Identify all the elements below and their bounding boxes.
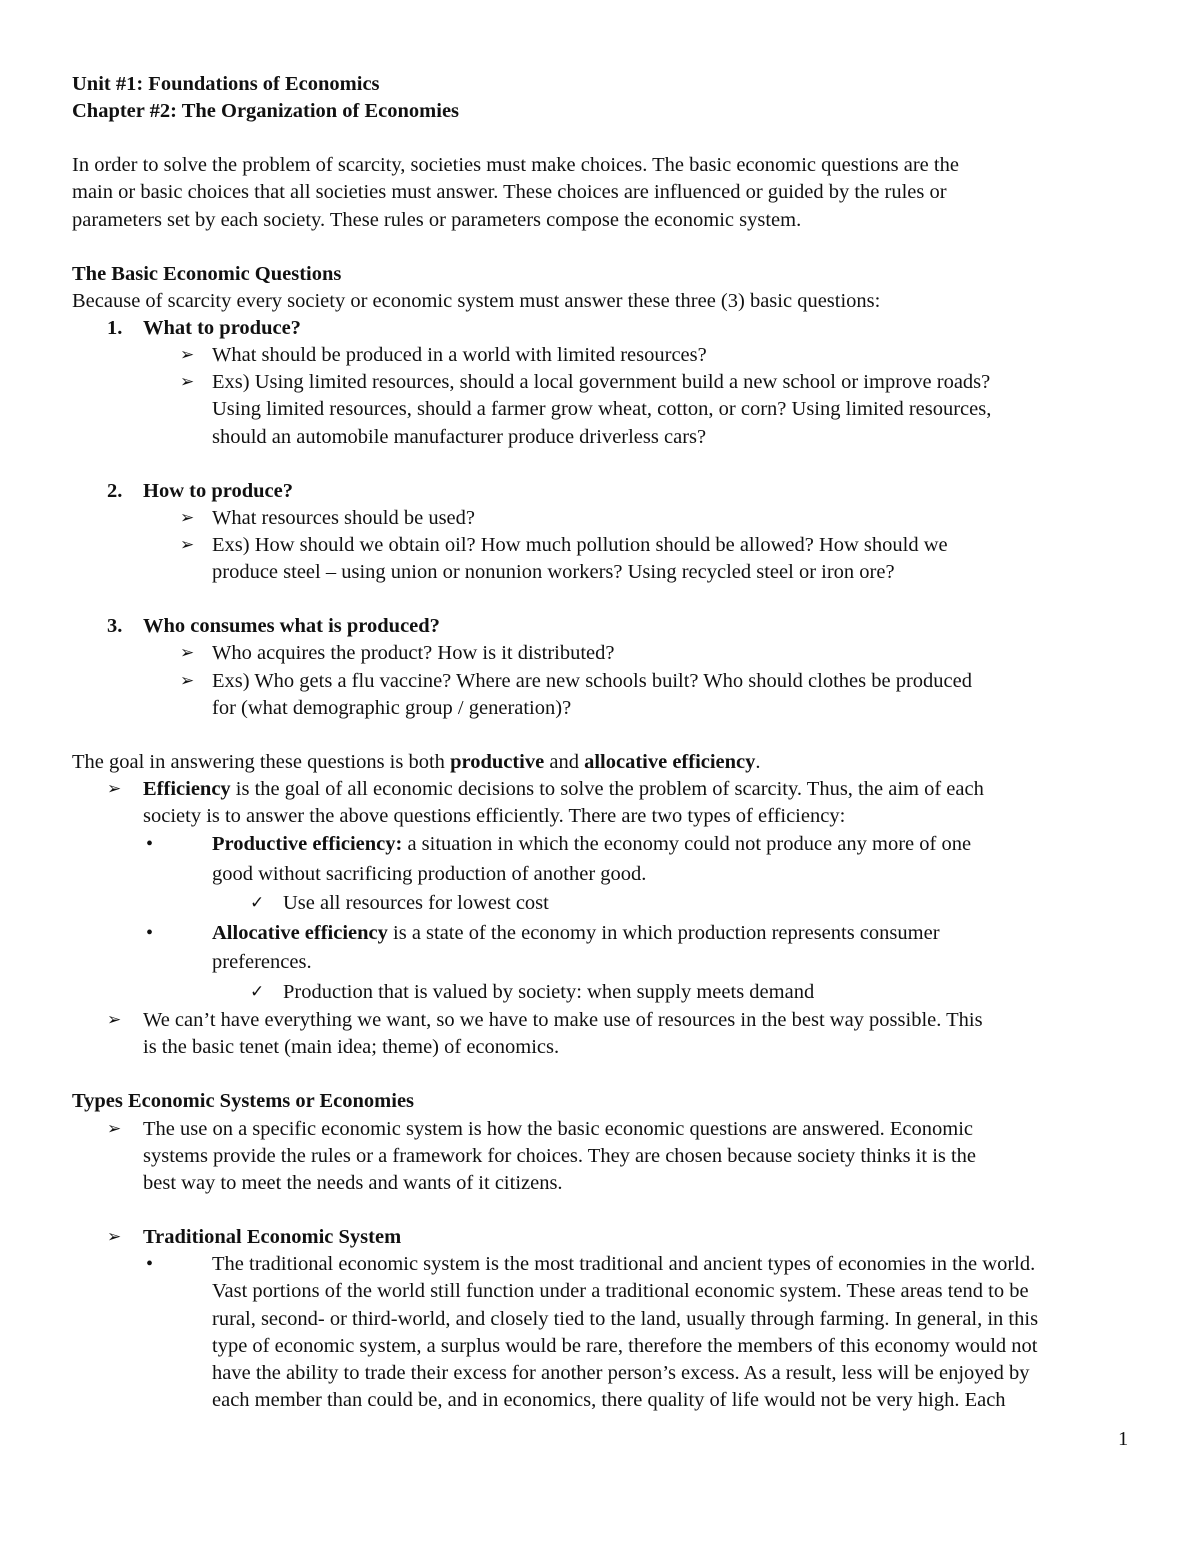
text-run: Exs) Who gets a flu vaccine? Where are new schools built? Who should clothes be produced [212,669,972,692]
text-line [0,1143,1200,1170]
text-line [0,424,1200,451]
text-run: What should be produced in a world with limited resources? [212,344,707,367]
text-line [0,889,1200,919]
text-run: and [544,750,585,773]
text-line [0,830,1200,860]
arrow-icon: ➢ [107,1010,122,1031]
text-line [0,1116,1200,1143]
arrow-icon: ➢ [180,372,195,393]
blank-line [0,451,1200,478]
line-text [72,207,801,234]
bold-text: Chapter #2: The Organization of Economies [72,100,460,123]
text-run: The use on a specific economic system is how the basic economic questions are answered. Economic [143,1117,973,1140]
text-line [0,1088,1200,1115]
arrow-icon: ➢ [180,507,195,528]
line-text [212,1306,1038,1333]
bold-text: productive [450,750,545,773]
text-line [0,207,1200,234]
line-text [212,369,990,396]
blank-line [0,1062,1200,1089]
text-line [0,1278,1200,1305]
text-run: is a state of the economy in which production represents consumer [387,921,940,944]
bold-text: What to produce? [143,316,301,339]
blank-line [0,125,1200,152]
line-text [143,1143,976,1170]
bold-text: Productive efficiency: [212,833,403,856]
line-text [72,71,380,98]
text-line [0,288,1200,315]
text-run: Who acquires the product? How is it distributed? [212,642,615,665]
arrow-icon: ➢ [180,643,195,664]
text-line [0,613,1200,640]
bullet-icon: • [146,1253,154,1276]
text-line [0,1224,1200,1251]
text-run: Exs) How should we obtain oil? How much pollution should be allowed? How should we [212,534,948,557]
text-run: The traditional economic system is the most traditional and ancient types of economies in the world. [212,1253,1036,1276]
text-line [0,1034,1200,1061]
line-text [143,1116,973,1143]
bold-text: Types Economic Systems or Economies [72,1090,415,1113]
line-text [212,424,706,451]
bold-text: Allocative efficiency [212,921,388,944]
page-number: 1 [1118,1428,1129,1450]
text-run: good without sacrificing production of another good. [212,862,647,885]
line-text [72,749,761,776]
text-line [0,978,1200,1008]
list-number: 2. [107,479,123,502]
text-run: type of economic system, a surplus would be rare, therefore the members of this economy would not [212,1334,1038,1357]
line-text [143,1007,983,1034]
text-run: have the ability to trade their excess for another person’s excess. As a result, less will be enjoyed by [212,1361,1030,1384]
text-line [0,749,1200,776]
line-text [283,978,814,1008]
text-line [0,860,1200,890]
text-run: produce steel – using union or nonunion workers? Using recycled steel or iron ore? [212,561,895,584]
text-line [0,342,1200,369]
line-text [283,889,549,919]
bold-text: The Basic Economic Questions [72,262,342,285]
line-text [143,1224,401,1251]
line-text [212,695,571,722]
line-text [212,396,991,423]
text-run: rural, second- or third-world, and closely tied to the land, usually through farming. In general, in this [212,1307,1039,1330]
bold-text: Efficiency [143,777,231,800]
text-line [0,803,1200,830]
text-run: Vast portions of the world still function under a traditional economic system. These areas tend to be [212,1280,1029,1303]
line-text [212,342,707,369]
text-run: a situation in which the economy could not produce any more of one [402,833,972,856]
line-text [72,261,341,288]
line-text [212,1360,1030,1387]
text-line [0,1360,1200,1387]
text-run: best way to meet the needs and wants of it citizens. [143,1172,563,1195]
arrow-icon: ➢ [107,1118,122,1139]
line-text [143,315,301,342]
list-number: 1. [107,316,123,339]
check-icon: ✓ [250,893,265,914]
bold-text: allocative efficiency [584,750,756,773]
text-run: The goal in answering these questions is both [72,750,451,773]
line-text [143,776,984,803]
line-text [212,860,646,890]
arrow-icon: ➢ [107,778,122,799]
blank-line [0,586,1200,613]
text-line [0,261,1200,288]
line-text [212,559,895,586]
arrow-icon: ➢ [180,535,195,556]
text-run: preferences. [212,951,312,974]
line-text [212,640,615,667]
line-text [212,1251,1035,1278]
text-line [0,668,1200,695]
text-run: is the goal of all economic decisions to solve the problem of scarcity. Thus, the aim of each [230,777,984,800]
text-run: Exs) Using limited resources, should a local government build a new school or improve roads? [212,371,991,394]
line-text [72,98,459,125]
text-run: What resources should be used? [212,506,475,529]
text-line [0,532,1200,559]
text-line [0,505,1200,532]
text-line [0,152,1200,179]
text-run: each member than could be, and in economics, there quality of life would not be very high. Each [212,1389,1006,1412]
bullet-icon: • [146,833,154,856]
text-line [0,396,1200,423]
text-line [0,1007,1200,1034]
text-run: . [755,750,761,773]
text-line [0,1387,1200,1414]
blank-line [0,234,1200,261]
line-text [212,1278,1029,1305]
text-line [0,1170,1200,1197]
text-line [0,695,1200,722]
line-text [143,613,440,640]
text-run: Production that is valued by society: when supply meets demand [283,980,815,1003]
text-run: Because of scarcity every society or economic system must answer these three (3) basic questions: [72,289,881,312]
line-text [212,505,475,532]
arrow-icon: ➢ [180,345,195,366]
line-text [212,1333,1037,1360]
text-run: Using limited resources, should a farmer grow wheat, cotton, or corn? Using limited resources, [212,398,992,421]
line-text [72,152,959,179]
line-text [143,1170,563,1197]
text-line [0,1333,1200,1360]
line-text [212,948,312,978]
text-line [0,369,1200,396]
line-text [212,668,972,695]
text-run: Use all resources for lowest cost [283,892,549,915]
text-line [0,640,1200,667]
arrow-icon: ➢ [180,670,195,691]
line-text [212,532,948,559]
bold-text: Traditional Economic System [143,1226,402,1249]
arrow-icon: ➢ [107,1227,122,1248]
bold-text: Unit #1: Foundations of Economics [72,73,380,95]
line-text [72,179,947,206]
text-line [0,559,1200,586]
text-line [0,71,1200,98]
text-line [0,1251,1200,1278]
line-text [72,1088,414,1115]
text-run: In order to solve the problem of scarcity, societies must make choices. The basic economic questions are the [72,154,959,177]
text-run: We can’t have everything we want, so we have to make use of resources in the best way possible. This [143,1009,983,1032]
text-line [0,919,1200,949]
line-text [212,830,971,860]
bold-text: Who consumes what is produced? [143,615,440,638]
text-line [0,98,1200,125]
text-line [0,1306,1200,1333]
text-line [0,948,1200,978]
list-number: 3. [107,615,123,638]
bullet-icon: • [146,921,154,944]
line-text [212,1387,1006,1414]
text-run: should an automobile manufacturer produce driverless cars? [212,425,707,448]
check-icon: ✓ [250,981,265,1002]
text-run: society is to answer the above questions efficiently. There are two types of efficiency: [143,805,846,828]
text-line [0,776,1200,803]
line-text [143,478,293,505]
text-run: is the basic tenet (main idea; theme) of economics. [143,1036,560,1059]
line-text [143,1034,559,1061]
text-line [0,478,1200,505]
blank-line [0,1197,1200,1224]
text-line [0,179,1200,206]
text-run: main or basic choices that all societies must answer. These choices are influenced or guided by the rules or [72,181,947,204]
text-run: for (what demographic group / generation)? [212,696,572,719]
text-line [0,315,1200,342]
line-text [143,803,845,830]
bold-text: How to produce? [143,479,293,502]
line-text [72,288,880,315]
blank-line [0,722,1200,749]
text-run: systems provide the rules or a framework for choices. They are chosen because society thinks it is the [143,1144,977,1167]
text-run: parameters set by each society. These rules or parameters compose the economic system. [72,208,802,231]
line-text [212,919,940,949]
document-page [0,71,1200,1414]
